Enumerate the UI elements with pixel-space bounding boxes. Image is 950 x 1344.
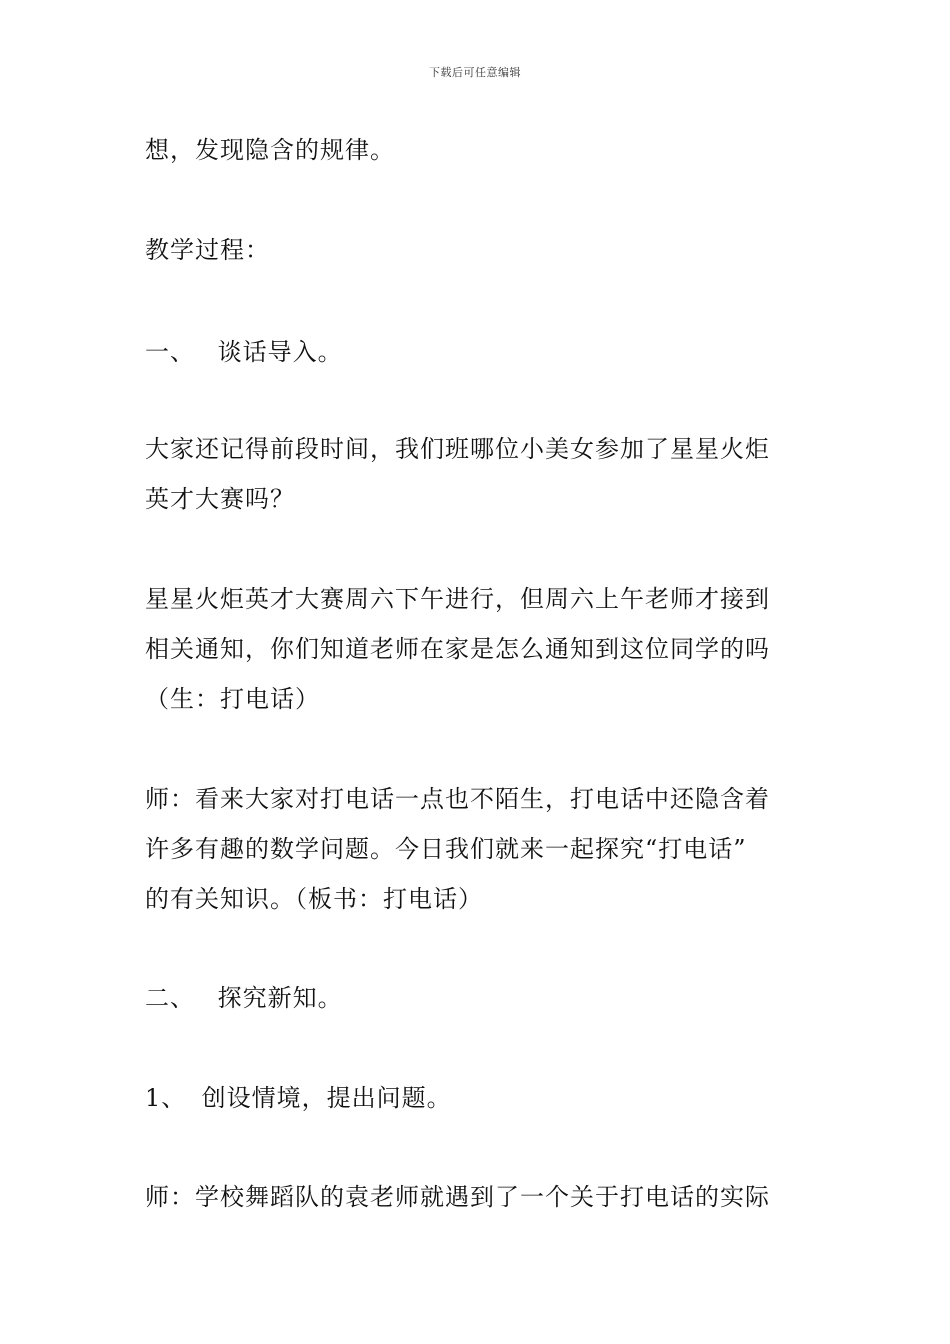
paragraph-1-line-2: 英才大赛吗？	[145, 485, 295, 513]
section-heading-2	[145, 982, 825, 1014]
text-line-1: 想，发现隐含的规律。	[145, 136, 395, 164]
paragraph-2-line-2: 相关通知，你们知道老师在家是怎么通知到这位同学的吗	[145, 635, 770, 663]
paragraph-1-line-1: 大家还记得前段时间，我们班哪位小美女参加了星星火炬	[145, 435, 770, 463]
section-number-1: 一、	[145, 338, 195, 366]
section-heading-1	[145, 336, 825, 368]
subsection-number-1: 1、	[145, 1084, 187, 1112]
paragraph-4-line-1: 师：学校舞蹈队的袁老师就遇到了一个关于打电话的实际	[145, 1183, 770, 1211]
paragraph-2-line-1: 星星火炬英才大赛周六下午进行，但周六上午老师才接到	[145, 585, 770, 613]
subsection-heading-1	[145, 1082, 825, 1114]
paragraph-2-line-3: （生：打电话）	[145, 685, 320, 713]
page-header: 下载后可任意编辑	[429, 66, 521, 79]
section-title-1: 谈话导入。	[217, 338, 343, 366]
section-number-2: 二、	[145, 984, 195, 1012]
subsection-title-1: 创设情境，提出问题。	[201, 1084, 452, 1112]
paragraph-3-line-1: 师：看来大家对打电话一点也不陌生，打电话中还隐含着	[145, 785, 770, 813]
section-heading-teaching-process: 教学过程：	[145, 236, 270, 264]
paragraph-3-line-3: 的有关知识。（板书：打电话）	[145, 885, 483, 913]
paragraph-3-line-2: 许多有趣的数学问题。今日我们就来一起探究“打电话”	[145, 835, 747, 863]
section-title-2: 探究新知。	[217, 984, 343, 1012]
